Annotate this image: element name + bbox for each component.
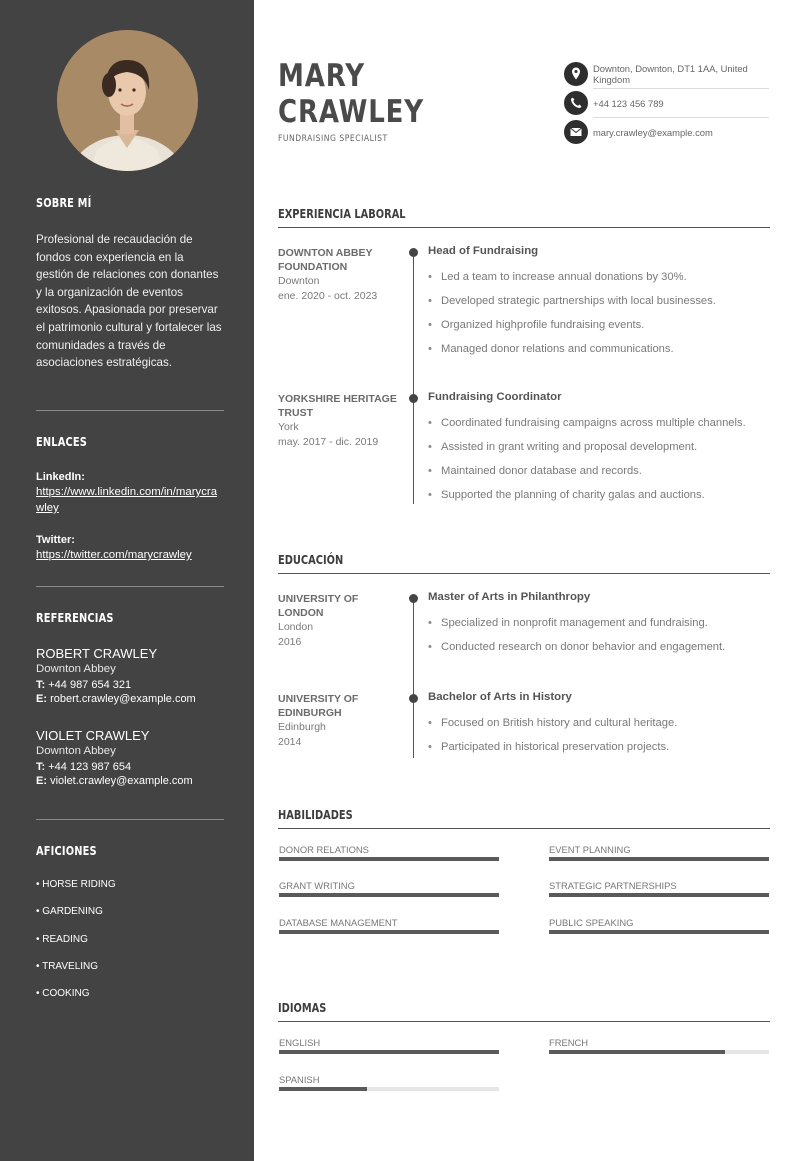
skill-label: DATABASE MANAGEMENT: [279, 917, 398, 928]
language-bar-fill: [279, 1050, 499, 1054]
education-title: EDUCACIÓN: [278, 553, 344, 567]
skill-bar-fill: [279, 930, 499, 934]
entry-location: London: [278, 621, 314, 633]
skill-label: GRANT WRITING: [279, 880, 355, 891]
timeline-line: [413, 598, 414, 758]
section-rule: [278, 227, 770, 228]
language-bar-fill: [279, 1087, 367, 1091]
skill-bar-fill: [549, 893, 769, 897]
divider: [593, 117, 769, 118]
skill-bar-fill: [279, 893, 499, 897]
entry-role: Bachelor of Arts in History: [428, 691, 572, 703]
skill-label: EVENT PLANNING: [549, 844, 631, 855]
language-label: SPANISH: [279, 1074, 320, 1085]
link-label: LinkedIn:: [36, 471, 85, 483]
hobby-item: • TRAVELING: [36, 960, 99, 972]
language-label: ENGLISH: [279, 1037, 321, 1048]
last-name: CRAWLEY: [278, 94, 424, 130]
link-label: Twitter:: [36, 534, 75, 546]
list-item: • Coordinated fundraising campaigns across multiple channels.: [428, 417, 768, 441]
entry-bullets: [428, 717, 768, 765]
entry-bullets: [428, 617, 768, 665]
entry-dates: 2016: [278, 636, 302, 648]
entry-org: DOWNTON ABBEY FOUNDATION: [278, 247, 373, 273]
section-rule: [278, 1021, 770, 1022]
divider: [36, 410, 224, 411]
link-linkedin: [36, 471, 224, 516]
languages-title: IDIOMAS: [278, 1001, 327, 1015]
reference-item: [36, 728, 224, 787]
divider: [36, 586, 224, 587]
skill-item: [549, 917, 769, 928]
language-item: [279, 1074, 499, 1085]
hobby-item: • READING: [36, 933, 88, 945]
entry-role: Head of Fundraising: [428, 245, 539, 257]
address-text: Downton, Downton, DT1 1AA, United Kingdom: [593, 63, 748, 85]
hobbies-title: AFICIONES: [36, 844, 97, 858]
references-title: REFERENCIAS: [36, 611, 114, 625]
hobby-item: • HORSE RIDING: [36, 879, 116, 890]
email-text: mary.crawley@example.com: [593, 127, 713, 138]
profile-photo: [57, 30, 198, 171]
language-item: [279, 1037, 499, 1048]
hobby-item: • COOKING: [36, 988, 90, 1000]
section-rule: [278, 573, 770, 574]
portrait-illustration: [57, 30, 198, 171]
entry-dates: ene. 2020 - oct. 2023: [278, 290, 378, 302]
list-item: • Developed strategic partnerships with local businesses.: [428, 295, 768, 319]
list-item: • Participated in historical preservation projects.: [428, 741, 768, 765]
timeline-dot: [409, 248, 418, 257]
entry-location: York: [278, 421, 299, 433]
language-item: [549, 1037, 769, 1048]
hobbies-list: [36, 879, 224, 1015]
skill-item: [549, 880, 769, 891]
skill-bar: [549, 893, 769, 897]
experience-entry: [278, 246, 398, 304]
list-item: • Led a team to increase annual donations by 30%.: [428, 271, 768, 295]
envelope-icon: [564, 120, 588, 144]
entry-bullets: [428, 271, 768, 367]
skill-bar-fill: [549, 930, 769, 934]
education-entry: [278, 592, 398, 650]
language-bar-fill: [549, 1050, 725, 1054]
skill-bar: [549, 930, 769, 934]
phone-text: +44 123 456 789: [593, 98, 664, 109]
skill-bar-fill: [549, 857, 769, 861]
skill-label: PUBLIC SPEAKING: [549, 917, 634, 928]
list-item: • Assisted in grant writing and proposal development.: [428, 441, 768, 465]
skill-item: [549, 844, 769, 855]
entry-org: UNIVERSITY OF LONDON: [278, 593, 359, 619]
section-rule: [278, 828, 770, 829]
about-title: SOBRE MÍ: [36, 196, 92, 210]
list-item: • Specialized in nonprofit management and fundraising.: [428, 617, 768, 641]
timeline-dot: [409, 694, 418, 703]
skill-bar: [279, 893, 499, 897]
skills-title: HABILIDADES: [278, 808, 353, 822]
list-item: • Conducted research on donor behavior and engagement.: [428, 641, 768, 665]
skill-bar: [279, 930, 499, 934]
reference-org: Downton Abbey: [36, 745, 116, 757]
timeline-line: [413, 252, 414, 504]
reference-name: ROBERT CRAWLEY: [36, 646, 158, 661]
hobby-item: • GARDENING: [36, 906, 103, 918]
reference-email: E: violet.crawley@example.com: [36, 775, 193, 787]
skill-label: DONOR RELATIONS: [279, 844, 369, 855]
links-title: ENLACES: [36, 435, 88, 449]
entry-dates: may. 2017 - dic. 2019: [278, 436, 379, 448]
skill-item: [279, 844, 499, 855]
language-bar: [279, 1087, 499, 1091]
entry-location: Downton: [278, 275, 320, 287]
experience-entry: [278, 392, 398, 450]
timeline-dot: [409, 594, 418, 603]
entry-dates: 2014: [278, 736, 302, 748]
job-title: FUNDRAISING SPECIALIST: [278, 134, 388, 144]
reference-phone: T: +44 987 654 321: [36, 679, 132, 691]
about-text: Profesional de recaudación de fondos con experiencia en la gestión de relaciones con donantes y la organización de eventos exitosos. Apasionada por preservar el patrimonio cultural y fortalecer las comunidades a través de asociaciones estratégicas.: [36, 233, 222, 370]
list-item: • Organized highprofile fundraising events.: [428, 319, 768, 343]
timeline-dot: [409, 394, 418, 403]
list-item: • Supported the planning of charity galas and auctions.: [428, 489, 768, 513]
reference-email: E: robert.crawley@example.com: [36, 693, 196, 705]
reference-org: Downton Abbey: [36, 663, 116, 675]
twitter-link[interactable]: https://twitter.com/marycrawley: [36, 549, 192, 561]
entry-location: Edinburgh: [278, 721, 326, 733]
language-label: FRENCH: [549, 1037, 589, 1048]
first-name: MARY: [278, 58, 365, 94]
language-bar: [549, 1050, 769, 1054]
full-name: [278, 58, 424, 130]
skill-item: [279, 917, 499, 928]
entry-role: Master of Arts in Philanthropy: [428, 591, 591, 603]
experience-title: EXPERIENCIA LABORAL: [278, 207, 406, 221]
skill-label: STRATEGIC PARTNERSHIPS: [549, 880, 677, 891]
reference-name: VIOLET CRAWLEY: [36, 728, 150, 743]
list-item: • Focused on British history and cultural heritage.: [428, 717, 768, 741]
list-item: • Maintained donor database and records.: [428, 465, 768, 489]
link-twitter: [36, 534, 224, 563]
divider: [36, 819, 224, 820]
skill-bar-fill: [279, 857, 499, 861]
phone-icon: [564, 91, 588, 115]
education-entry: [278, 692, 398, 750]
list-item: • Managed donor relations and communications.: [428, 343, 768, 367]
language-bar: [279, 1050, 499, 1054]
entry-org: UNIVERSITY OF EDINBURGH: [278, 693, 359, 719]
map-pin-icon: [564, 62, 588, 86]
reference-item: [36, 646, 224, 705]
entry-role: Fundraising Coordinator: [428, 391, 562, 403]
entry-bullets: [428, 417, 768, 513]
skill-item: [279, 880, 499, 891]
divider: [593, 88, 769, 89]
sidebar: [0, 0, 254, 1161]
skill-bar: [279, 857, 499, 861]
entry-org: YORKSHIRE HERITAGE TRUST: [278, 393, 397, 419]
reference-phone: T: +44 123 987 654: [36, 761, 132, 773]
linkedin-link[interactable]: https://www.linkedin.com/in/marycrawley: [36, 486, 218, 514]
skill-bar: [549, 857, 769, 861]
